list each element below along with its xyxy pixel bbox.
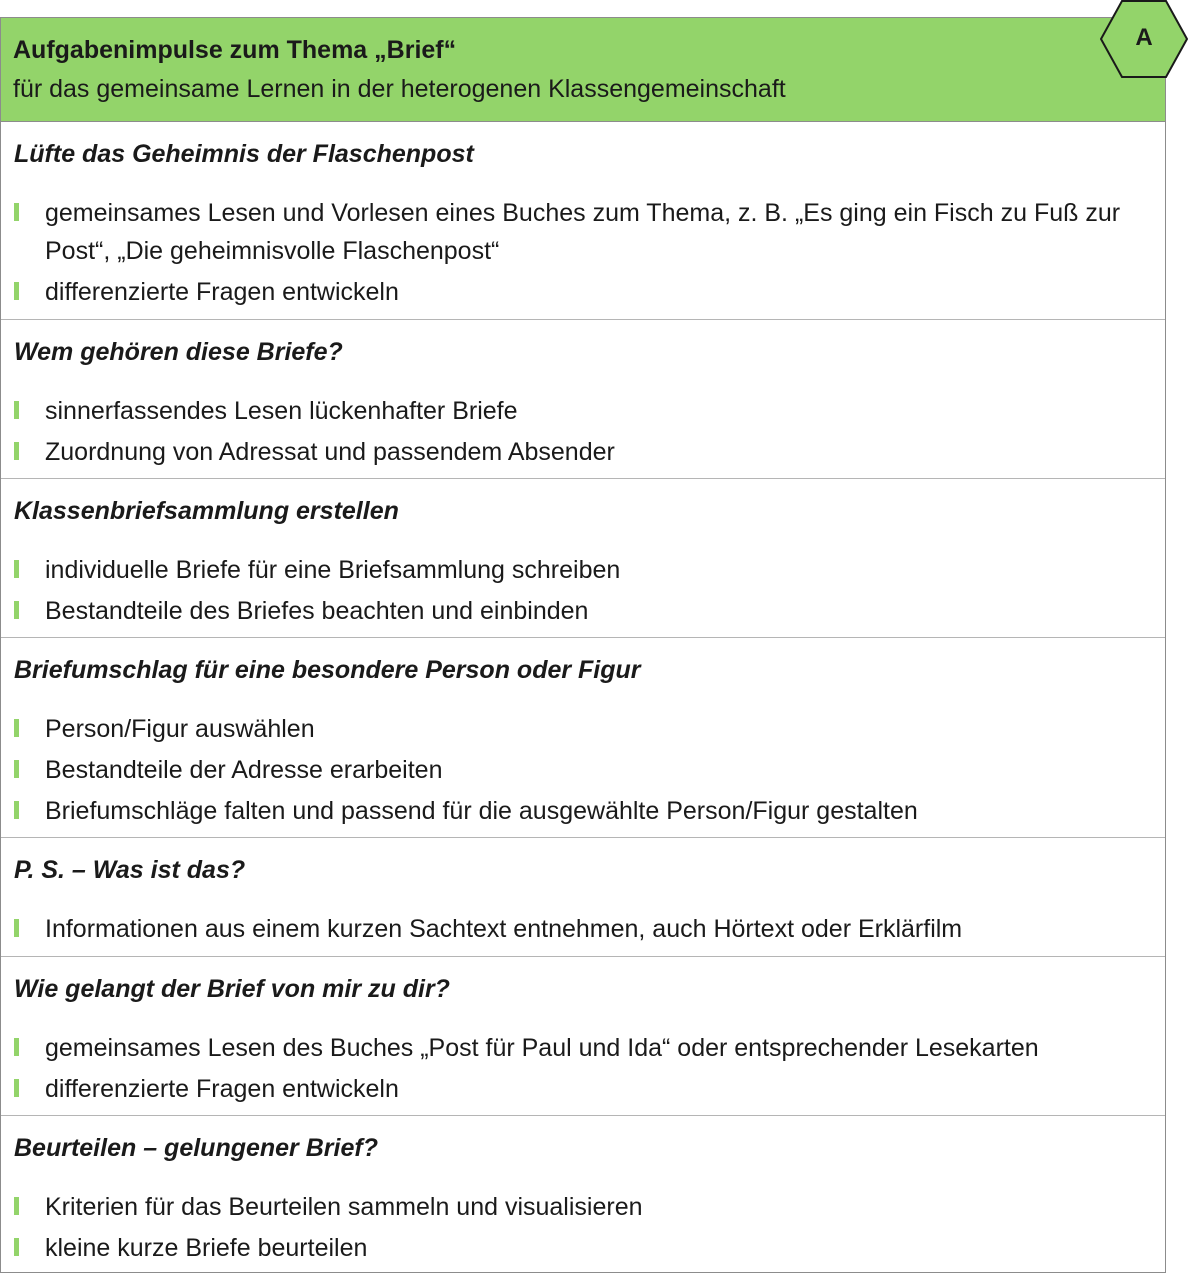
bullet-list	[1, 1029, 1165, 1111]
bullet-item	[1, 592, 1165, 630]
bullet-marker-icon	[14, 1038, 19, 1056]
bullet-text: Bestandteile der Adresse erarbeiten	[45, 756, 443, 784]
bullet-marker-icon	[14, 560, 19, 578]
badge-letter: A	[1135, 24, 1153, 51]
section-title: P. S. – Was ist das?	[14, 856, 246, 884]
bullet-list	[1, 551, 1165, 633]
bullet-text: differenzierte Fragen entwickeln	[45, 278, 399, 306]
bullet-list	[1, 392, 1165, 474]
bullet-marker-icon	[14, 801, 19, 819]
card-header	[1, 18, 1165, 122]
bullet-marker-icon	[14, 442, 19, 460]
bullet-marker-icon	[14, 719, 19, 737]
task-section	[1, 479, 1165, 638]
bullet-list	[1, 910, 1165, 951]
bullet-text: Bestandteile des Briefes beachten und einbinden	[45, 597, 589, 625]
bullet-marker-icon	[14, 919, 19, 937]
section-title: Briefumschlag für eine besondere Person oder Figur	[14, 656, 641, 684]
bullet-item	[1, 910, 1165, 948]
bullet-item	[1, 710, 1165, 748]
task-section	[1, 1116, 1165, 1273]
bullet-text: Informationen aus einem kurzen Sachtext entnehmen, auch Hörtext oder Erklärfilm	[45, 915, 963, 943]
bullet-text: Zuordnung von Adressat und passendem Absender	[45, 438, 615, 466]
bullet-item	[1, 1029, 1165, 1067]
bullet-item	[1, 1188, 1165, 1226]
bullet-marker-icon	[14, 1197, 19, 1215]
bullet-marker-icon	[14, 1079, 19, 1097]
card-subtitle: für das gemeinsame Lernen in der heterogenen Klassengemeinschaft	[13, 75, 786, 103]
bullet-text: gemeinsames Lesen und Vorlesen eines Buches zum Thema, z. B. „Es ging ein Fisch zu Fuß zur Post“, „Die geheimnisvolle Flaschenpost“	[45, 199, 1121, 265]
bullet-item	[1, 433, 1165, 471]
task-section	[1, 838, 1165, 957]
bullet-text: Briefumschläge falten und passend für die ausgewählte Person/Figur gestalten	[45, 797, 918, 825]
bullet-marker-icon	[14, 1238, 19, 1256]
bullet-text: individuelle Briefe für eine Briefsammlung schreiben	[45, 556, 621, 584]
bullet-item	[1, 1070, 1165, 1108]
bullet-item	[1, 273, 1165, 311]
bullet-item	[1, 792, 1165, 830]
task-section	[1, 638, 1165, 838]
bullet-list	[1, 710, 1165, 833]
bullet-list	[1, 1188, 1165, 1270]
bullet-marker-icon	[14, 282, 19, 300]
bullet-marker-icon	[14, 601, 19, 619]
section-title: Wem gehören diese Briefe?	[14, 338, 343, 366]
bullet-text: Kriterien für das Beurteilen sammeln und visualisieren	[45, 1193, 643, 1221]
section-title: Klassenbriefsammlung erstellen	[14, 497, 399, 525]
bullet-text: sinnerfassendes Lesen lückenhafter Briefe	[45, 397, 518, 425]
bullet-text: gemeinsames Lesen des Buches „Post für Paul und Ida“ oder entsprechender Lesekarten	[45, 1034, 1039, 1062]
bullet-item	[1, 1229, 1165, 1267]
section-title: Wie gelangt der Brief von mir zu dir?	[14, 975, 450, 1003]
bullet-item	[1, 551, 1165, 589]
bullet-item	[1, 392, 1165, 430]
bullet-text: kleine kurze Briefe beurteilen	[45, 1234, 368, 1262]
section-title: Lüfte das Geheimnis der Flaschenpost	[14, 140, 474, 168]
card-title: Aufgabenimpulse zum Thema „Brief“	[13, 36, 457, 64]
task-card	[0, 17, 1166, 1273]
bullet-list	[1, 194, 1165, 314]
bullet-item	[1, 751, 1165, 789]
bullet-item	[1, 194, 1165, 270]
bullet-text: Person/Figur auswählen	[45, 715, 315, 743]
task-section	[1, 122, 1165, 320]
bullet-marker-icon	[14, 203, 19, 221]
bullet-marker-icon	[14, 760, 19, 778]
task-section	[1, 320, 1165, 479]
task-section	[1, 957, 1165, 1116]
bullet-text: differenzierte Fragen entwickeln	[45, 1075, 399, 1103]
hexagon-badge	[1100, 0, 1188, 78]
bullet-marker-icon	[14, 401, 19, 419]
section-title: Beurteilen – gelungener Brief?	[14, 1134, 378, 1162]
